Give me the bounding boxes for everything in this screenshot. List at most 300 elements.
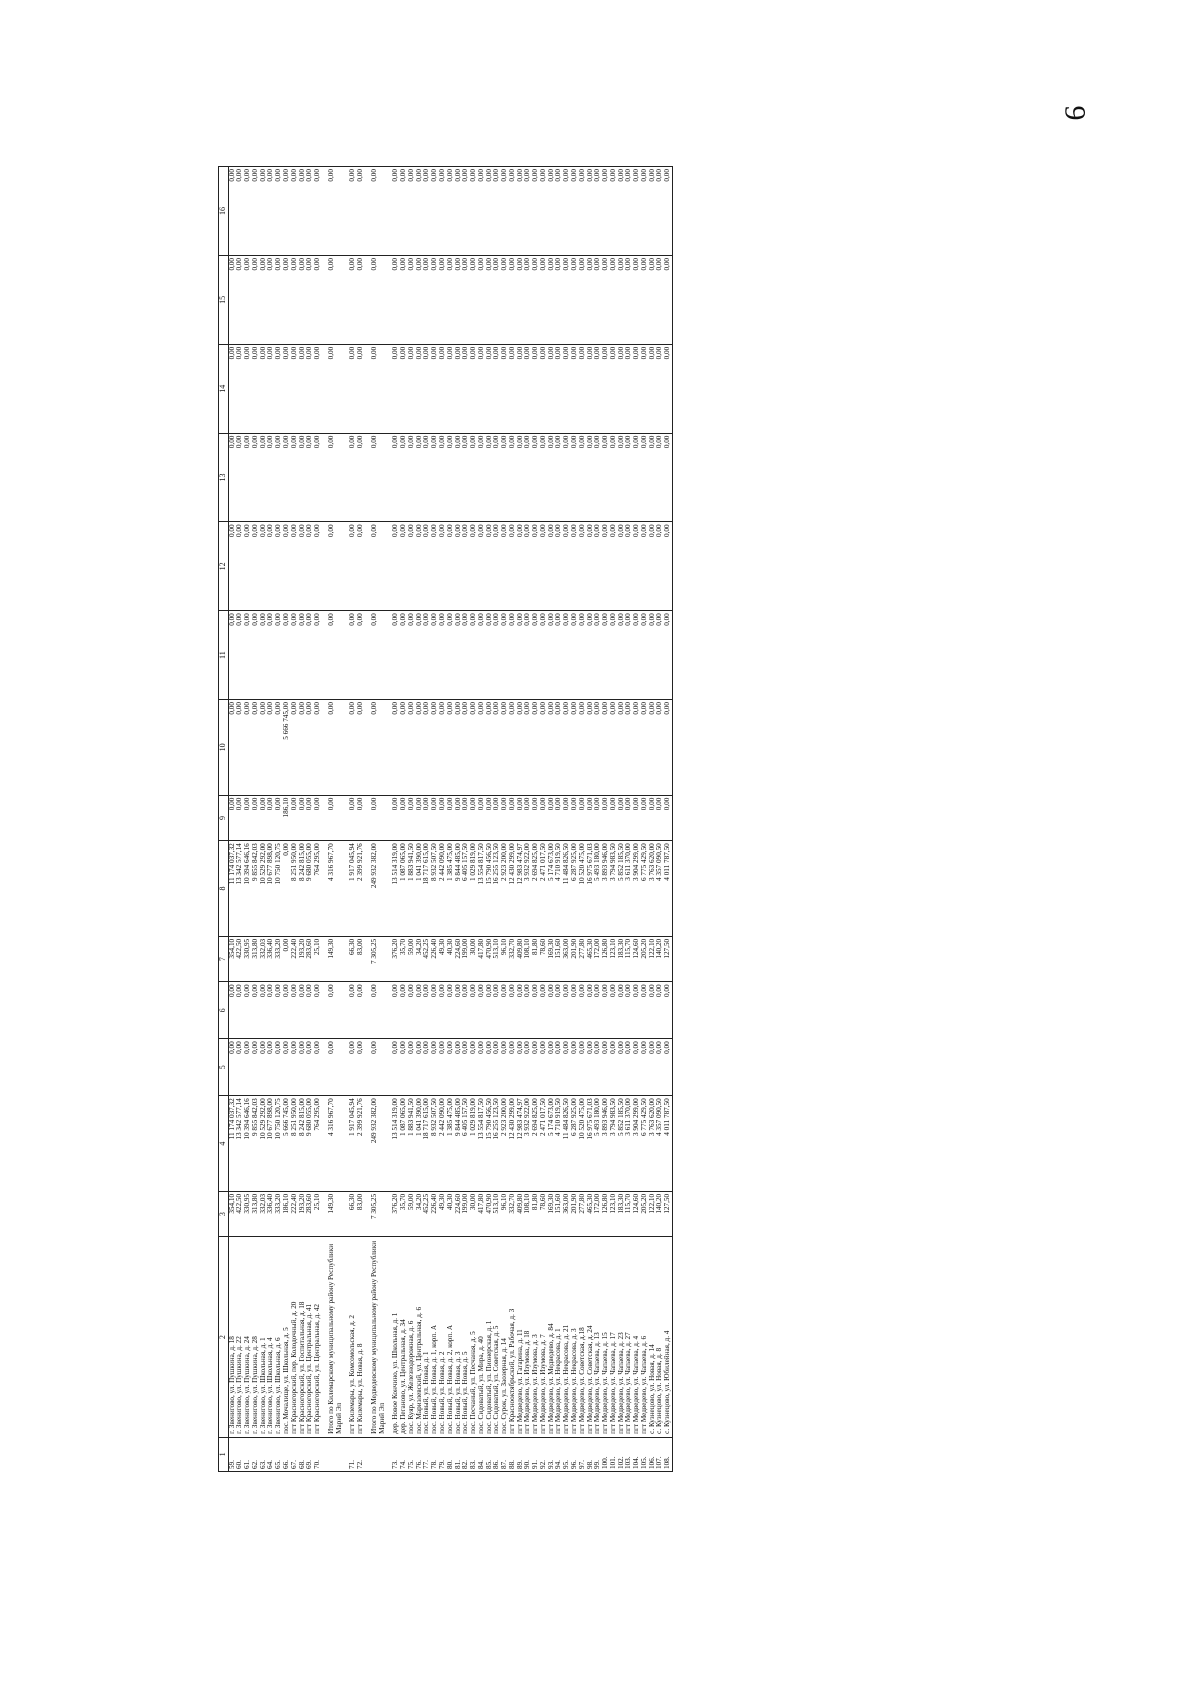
- value-cell-9: 0,00: [563, 795, 571, 841]
- value-cell-12: 0,00: [649, 522, 657, 611]
- value-cell-11: 0,00: [470, 611, 478, 700]
- value-cell-6: 0,00: [501, 982, 509, 1039]
- address-cell: с. Кузнецово, ул. Новая, д. 8: [656, 1237, 664, 1437]
- value-cell-15: 0,00: [462, 255, 470, 344]
- value-cell-10: 0,00: [579, 700, 587, 796]
- value-cell-15: 0,00: [283, 255, 291, 344]
- value-cell-12: 0,00: [571, 522, 579, 611]
- value-cell-6: 0,00: [357, 982, 365, 1039]
- value-cell-15: 0,00: [447, 255, 455, 344]
- value-cell-14: 0,00: [555, 344, 563, 433]
- value-cell-10: 0,00: [563, 700, 571, 796]
- value-cell-7: 333,20: [275, 936, 283, 982]
- value-cell-15: 0,00: [579, 255, 587, 344]
- value-cell-3: 465,30: [587, 1191, 595, 1237]
- value-cell-9: 0,00: [649, 795, 657, 841]
- value-cell-8: 9 855 842,03: [252, 841, 260, 937]
- value-cell-12: 0,00: [371, 522, 387, 611]
- value-cell-6: 0,00: [486, 982, 494, 1039]
- address-cell: с. Кузнецово, ул. Юбилейная, д. 4: [664, 1237, 672, 1437]
- table-row: [236, 167, 244, 1472]
- value-cell-12: 0,00: [291, 522, 299, 611]
- value-cell-13: 0,00: [493, 433, 501, 522]
- value-cell-8: 4 011 787,50: [664, 841, 672, 937]
- value-cell-16: 0,00: [455, 167, 463, 256]
- value-cell-11: 0,00: [501, 611, 509, 700]
- value-cell-15: 0,00: [470, 255, 478, 344]
- value-cell-10: 0,00: [299, 700, 307, 796]
- value-cell-13: 0,00: [392, 433, 400, 522]
- value-cell-13: 0,00: [509, 433, 517, 522]
- value-cell-6: 0,00: [314, 982, 322, 1039]
- row-number: 106.: [649, 1437, 657, 1471]
- value-cell-3: 199,00: [462, 1191, 470, 1237]
- value-cell-13: 0,00: [328, 433, 344, 522]
- value-cell-15: 0,00: [563, 255, 571, 344]
- value-cell-11: 0,00: [478, 611, 486, 700]
- value-cell-6: 0,00: [447, 982, 455, 1039]
- table-row: [447, 167, 455, 1472]
- column-header-4: 4: [219, 1096, 229, 1192]
- value-cell-14: 0,00: [439, 344, 447, 433]
- address-cell: пос. Новый, ул. Новая, д. 1, корп. А: [431, 1237, 439, 1437]
- value-cell-12: 0,00: [633, 522, 641, 611]
- address-cell: г. Звенигово, ул. Школьная, д. 6: [275, 1237, 283, 1437]
- address-cell: пос. Новый, ул. Новая, д. 3: [455, 1237, 463, 1437]
- value-cell-12: 0,00: [579, 522, 587, 611]
- value-cell-4: 4 316 967,70: [328, 1096, 344, 1192]
- value-cell-16: 0,00: [555, 167, 563, 256]
- value-cell-11: 0,00: [267, 611, 275, 700]
- value-cell-11: 0,00: [400, 611, 408, 700]
- value-cell-15: 0,00: [416, 255, 424, 344]
- value-cell-4: 8 251 950,00: [291, 1096, 299, 1192]
- value-cell-15: 0,00: [532, 255, 540, 344]
- value-cell-12: 0,00: [602, 522, 610, 611]
- value-cell-15: 0,00: [228, 255, 236, 344]
- value-cell-3: 25,10: [314, 1191, 322, 1237]
- table-row: [439, 167, 447, 1472]
- address-cell: пос. Мочалище, ул. Школьная, д. 5: [283, 1237, 291, 1437]
- value-cell-8: 8 932 507,50: [431, 841, 439, 937]
- value-cell-11: 0,00: [486, 611, 494, 700]
- value-cell-5: 0,00: [392, 1039, 400, 1096]
- value-cell-5: 0,00: [371, 1039, 387, 1096]
- address-cell: пгт Медведево, ул. Чапаева, д. 23: [618, 1237, 626, 1437]
- value-cell-14: 0,00: [244, 344, 252, 433]
- value-cell-5: 0,00: [649, 1039, 657, 1096]
- value-cell-11: 0,00: [633, 611, 641, 700]
- value-cell-16: 0,00: [392, 167, 400, 256]
- value-cell-4: 5 493 180,00: [594, 1096, 602, 1192]
- value-cell-9: 0,00: [493, 795, 501, 841]
- table-row: [470, 167, 478, 1472]
- value-cell-11: 0,00: [431, 611, 439, 700]
- value-cell-11: 0,00: [649, 611, 657, 700]
- table-row: [252, 167, 260, 1472]
- address-cell: пгт Краснооктябрьский, ул. Рабочая, д. 3: [509, 1237, 517, 1437]
- value-cell-8: 1 041 390,00: [416, 841, 424, 937]
- value-cell-8: 18 717 615,00: [423, 841, 431, 937]
- value-cell-11: 0,00: [244, 611, 252, 700]
- value-cell-9: 0,00: [555, 795, 563, 841]
- value-cell-7: 283,60: [306, 936, 314, 982]
- row-number: 79.: [439, 1437, 447, 1471]
- row-number: 83.: [470, 1437, 478, 1471]
- value-cell-16: 0,00: [517, 167, 525, 256]
- value-cell-3: 35,70: [400, 1191, 408, 1237]
- value-cell-11: 0,00: [641, 611, 649, 700]
- value-cell-5: 0,00: [548, 1039, 556, 1096]
- value-cell-13: 0,00: [260, 433, 268, 522]
- value-cell-4: 11 484 826,50: [563, 1096, 571, 1192]
- value-cell-6: 0,00: [283, 982, 291, 1039]
- value-cell-13: 0,00: [517, 433, 525, 522]
- value-cell-11: 0,00: [439, 611, 447, 700]
- value-cell-10: 0,00: [306, 700, 314, 796]
- row-number: 75.: [408, 1437, 416, 1471]
- value-cell-3: 81,80: [532, 1191, 540, 1237]
- value-cell-9: 0,00: [400, 795, 408, 841]
- value-cell-10: 0,00: [664, 700, 672, 796]
- value-cell-10: 0,00: [260, 700, 268, 796]
- value-cell-8: 5 852 185,50: [618, 841, 626, 937]
- value-cell-5: 0,00: [357, 1039, 365, 1096]
- value-cell-4: 2 923 200,00: [501, 1096, 509, 1192]
- value-cell-14: 0,00: [447, 344, 455, 433]
- value-cell-10: 0,00: [594, 700, 602, 796]
- value-cell-15: 0,00: [602, 255, 610, 344]
- address-cell: пгт Медведево, ул. Некрасова, д. 1: [555, 1237, 563, 1437]
- value-cell-5: 0,00: [236, 1039, 244, 1096]
- value-cell-16: 0,00: [400, 167, 408, 256]
- value-cell-10: 0,00: [328, 700, 344, 796]
- value-cell-16: 0,00: [244, 167, 252, 256]
- row-number: [371, 1437, 387, 1471]
- value-cell-13: 0,00: [299, 433, 307, 522]
- value-cell-11: 0,00: [563, 611, 571, 700]
- value-cell-6: 0,00: [633, 982, 641, 1039]
- value-cell-16: 0,00: [610, 167, 618, 256]
- value-cell-6: 0,00: [509, 982, 517, 1039]
- value-cell-5: 0,00: [470, 1039, 478, 1096]
- address-cell: Итого по Медведевскому муниципальному району Республики Марий Эл: [371, 1237, 387, 1437]
- address-cell: пос. Мариэлевский, ул. Центральная, д. 6: [416, 1237, 424, 1437]
- value-cell-11: 0,00: [349, 611, 357, 700]
- value-cell-9: 0,00: [423, 795, 431, 841]
- value-cell-7: 363,00: [563, 936, 571, 982]
- value-cell-10: 0,00: [455, 700, 463, 796]
- value-cell-12: 0,00: [244, 522, 252, 611]
- value-cell-4: 10 394 646,16: [244, 1096, 252, 1192]
- value-cell-3: 122,10: [649, 1191, 657, 1237]
- value-cell-11: 0,00: [408, 611, 416, 700]
- table-row: [314, 167, 322, 1472]
- value-cell-11: 0,00: [252, 611, 260, 700]
- value-cell-10: 0,00: [236, 700, 244, 796]
- value-cell-6: 0,00: [299, 982, 307, 1039]
- value-cell-4: 8 242 815,00: [299, 1096, 307, 1192]
- column-header-5: 5: [219, 1039, 229, 1096]
- value-cell-9: 0,00: [524, 795, 532, 841]
- address-cell: пгт Килемары, ул. Комсомольская, д. 2: [349, 1237, 357, 1437]
- value-cell-13: 0,00: [431, 433, 439, 522]
- value-cell-12: 0,00: [306, 522, 314, 611]
- value-cell-11: 0,00: [447, 611, 455, 700]
- value-cell-15: 0,00: [267, 255, 275, 344]
- value-cell-3: 124,60: [633, 1191, 641, 1237]
- value-cell-12: 0,00: [447, 522, 455, 611]
- address-cell: г. Звенигово, ул. Пушкина, д. 24: [244, 1237, 252, 1437]
- value-cell-6: 0,00: [252, 982, 260, 1039]
- value-cell-5: 0,00: [633, 1039, 641, 1096]
- value-cell-9: 0,00: [252, 795, 260, 841]
- value-cell-6: 0,00: [649, 982, 657, 1039]
- value-cell-14: 0,00: [252, 344, 260, 433]
- value-cell-7: 124,60: [633, 936, 641, 982]
- address-cell: пгт Килемары, ул. Новая, д. 8: [357, 1237, 365, 1437]
- value-cell-9: 186,10: [283, 795, 291, 841]
- value-cell-14: 0,00: [478, 344, 486, 433]
- value-cell-3: 78,60: [540, 1191, 548, 1237]
- value-cell-10: 0,00: [478, 700, 486, 796]
- value-cell-5: 0,00: [493, 1039, 501, 1096]
- value-cell-3: 151,60: [555, 1191, 563, 1237]
- column-header-14: 14: [219, 344, 229, 433]
- value-cell-4: 8 932 507,50: [431, 1096, 439, 1192]
- value-cell-16: 0,00: [548, 167, 556, 256]
- value-cell-16: 0,00: [357, 167, 365, 256]
- table-row: [501, 167, 509, 1472]
- value-cell-13: 0,00: [228, 433, 236, 522]
- address-cell: г. Звенигово, ул. Школьная, д. 1: [260, 1237, 268, 1437]
- value-cell-9: 0,00: [594, 795, 602, 841]
- value-cell-13: 0,00: [532, 433, 540, 522]
- value-cell-12: 0,00: [563, 522, 571, 611]
- value-cell-5: 0,00: [349, 1039, 357, 1096]
- value-cell-10: 0,00: [314, 700, 322, 796]
- value-cell-4: 12 983 474,97: [517, 1096, 525, 1192]
- value-cell-16: 0,00: [486, 167, 494, 256]
- table-row: [423, 167, 431, 1472]
- value-cell-5: 0,00: [625, 1039, 633, 1096]
- value-cell-10: 0,00: [244, 700, 252, 796]
- value-cell-15: 0,00: [357, 255, 365, 344]
- address-cell: пос. Сидоватый, ул. Советская, д. 5: [493, 1237, 501, 1437]
- value-cell-12: 0,00: [517, 522, 525, 611]
- value-cell-8: 11 484 826,50: [563, 841, 571, 937]
- value-cell-14: 0,00: [408, 344, 416, 433]
- value-cell-9: 0,00: [244, 795, 252, 841]
- value-cell-13: 0,00: [462, 433, 470, 522]
- value-cell-10: 0,00: [501, 700, 509, 796]
- value-cell-3: 283,60: [306, 1191, 314, 1237]
- value-cell-15: 0,00: [587, 255, 595, 344]
- value-cell-11: 0,00: [236, 611, 244, 700]
- value-cell-3: 59,00: [408, 1191, 416, 1237]
- value-cell-15: 0,00: [509, 255, 517, 344]
- address-cell: пгт Медведево, ул. Чапаева, д. 27: [625, 1237, 633, 1437]
- value-cell-9: 0,00: [314, 795, 322, 841]
- table-row: [664, 167, 672, 1472]
- value-cell-3: 363,00: [563, 1191, 571, 1237]
- value-cell-13: 0,00: [244, 433, 252, 522]
- value-cell-10: 0,00: [610, 700, 618, 796]
- value-cell-11: 0,00: [306, 611, 314, 700]
- value-cell-10: 0,00: [517, 700, 525, 796]
- value-cell-13: 0,00: [563, 433, 571, 522]
- value-cell-5: 0,00: [509, 1039, 517, 1096]
- value-cell-16: 0,00: [328, 167, 344, 256]
- value-cell-10: 0,00: [548, 700, 556, 796]
- value-cell-16: 0,00: [509, 167, 517, 256]
- value-cell-16: 0,00: [579, 167, 587, 256]
- value-cell-9: 0,00: [633, 795, 641, 841]
- value-cell-14: 0,00: [493, 344, 501, 433]
- value-cell-10: 0,00: [462, 700, 470, 796]
- value-cell-6: 0,00: [228, 982, 236, 1039]
- value-cell-15: 0,00: [610, 255, 618, 344]
- value-cell-16: 0,00: [524, 167, 532, 256]
- value-cell-3: 126,80: [602, 1191, 610, 1237]
- table-row: [244, 167, 252, 1472]
- value-cell-12: 0,00: [416, 522, 424, 611]
- table-row: [594, 167, 602, 1472]
- value-cell-3: 83,00: [357, 1191, 365, 1237]
- value-cell-9: 0,00: [299, 795, 307, 841]
- value-cell-14: 0,00: [306, 344, 314, 433]
- value-cell-9: 0,00: [260, 795, 268, 841]
- page-number: 9: [1058, 105, 1092, 121]
- value-cell-12: 0,00: [540, 522, 548, 611]
- value-cell-7: 172,00: [594, 936, 602, 982]
- value-cell-13: 0,00: [439, 433, 447, 522]
- value-cell-14: 0,00: [594, 344, 602, 433]
- value-cell-10: 0,00: [267, 700, 275, 796]
- table-row: [478, 167, 486, 1472]
- value-cell-6: 0,00: [579, 982, 587, 1039]
- value-cell-6: 0,00: [392, 982, 400, 1039]
- address-cell: пос. Куяр, ул. Железнодорожная, д. 6: [408, 1237, 416, 1437]
- value-cell-10: 0,00: [486, 700, 494, 796]
- value-cell-4: 13 342 577,14: [236, 1096, 244, 1192]
- row-number: 89.: [517, 1437, 525, 1471]
- value-cell-5: 0,00: [478, 1039, 486, 1096]
- value-cell-12: 0,00: [462, 522, 470, 611]
- value-cell-7: 0,00: [283, 936, 291, 982]
- column-header-15: 15: [219, 255, 229, 344]
- value-cell-14: 0,00: [349, 344, 357, 433]
- value-cell-3: 193,20: [299, 1191, 307, 1237]
- value-cell-8: 2 399 921,76: [357, 841, 365, 937]
- value-cell-5: 0,00: [555, 1039, 563, 1096]
- value-cell-12: 0,00: [509, 522, 517, 611]
- value-cell-7: 354,10: [228, 936, 236, 982]
- address-cell: дер. Новое Кончино, ул. Школьная, д. 1: [392, 1237, 400, 1437]
- value-cell-5: 0,00: [447, 1039, 455, 1096]
- value-cell-7: 193,20: [299, 936, 307, 982]
- value-cell-12: 0,00: [470, 522, 478, 611]
- value-cell-11: 0,00: [455, 611, 463, 700]
- value-cell-16: 0,00: [267, 167, 275, 256]
- value-cell-13: 0,00: [548, 433, 556, 522]
- column-header-12: 12: [219, 522, 229, 611]
- value-cell-15: 0,00: [524, 255, 532, 344]
- value-cell-9: 0,00: [462, 795, 470, 841]
- value-cell-13: 0,00: [610, 433, 618, 522]
- value-cell-16: 0,00: [408, 167, 416, 256]
- value-cell-16: 0,00: [594, 167, 602, 256]
- table-row: [228, 167, 236, 1472]
- value-cell-15: 0,00: [408, 255, 416, 344]
- table-row: [267, 167, 275, 1472]
- value-cell-14: 0,00: [509, 344, 517, 433]
- value-cell-14: 0,00: [314, 344, 322, 433]
- row-number: 91.: [532, 1437, 540, 1471]
- value-cell-12: 0,00: [478, 522, 486, 611]
- value-cell-16: 0,00: [236, 167, 244, 256]
- value-cell-6: 0,00: [524, 982, 532, 1039]
- address-cell: пос. Сурок, ул. Заозерная, д. 14: [501, 1237, 509, 1437]
- value-cell-14: 0,00: [291, 344, 299, 433]
- value-cell-4: 4 357 090,50: [656, 1096, 664, 1192]
- address-cell: пгт Медведево, ул. Некрасова, д. 21: [563, 1237, 571, 1437]
- value-cell-5: 0,00: [283, 1039, 291, 1096]
- value-cell-3: 332,70: [509, 1191, 517, 1237]
- value-cell-4: 1 883 941,50: [408, 1096, 416, 1192]
- value-cell-11: 0,00: [423, 611, 431, 700]
- value-cell-7: 123,10: [610, 936, 618, 982]
- value-cell-14: 0,00: [486, 344, 494, 433]
- value-cell-6: 0,00: [400, 982, 408, 1039]
- value-cell-15: 0,00: [306, 255, 314, 344]
- value-cell-10: 0,00: [400, 700, 408, 796]
- address-cell: пгт Медведево, ул. Чапаева, д. 4: [633, 1237, 641, 1437]
- value-cell-8: 3 794 983,50: [610, 841, 618, 937]
- value-cell-4: 2 471 017,50: [540, 1096, 548, 1192]
- value-cell-14: 0,00: [299, 344, 307, 433]
- value-cell-6: 0,00: [517, 982, 525, 1039]
- row-number: 101.: [610, 1437, 618, 1471]
- value-cell-4: 10 677 898,00: [267, 1096, 275, 1192]
- value-cell-3: 452,25: [423, 1191, 431, 1237]
- value-cell-6: 0,00: [244, 982, 252, 1039]
- value-cell-11: 0,00: [625, 611, 633, 700]
- value-cell-7: 513,10: [493, 936, 501, 982]
- value-cell-11: 0,00: [532, 611, 540, 700]
- value-cell-3: 127,50: [664, 1191, 672, 1237]
- value-cell-5: 0,00: [524, 1039, 532, 1096]
- value-cell-9: 0,00: [618, 795, 626, 841]
- address-cell: пос. Новый, ул. Новая, д. 5: [462, 1237, 470, 1437]
- value-cell-12: 0,00: [439, 522, 447, 611]
- value-cell-5: 0,00: [306, 1039, 314, 1096]
- table-row: [462, 167, 470, 1472]
- address-cell: пгт Медведево, ул. Советская, д. 24: [587, 1237, 595, 1437]
- value-cell-4: 3 932 922,00: [524, 1096, 532, 1192]
- value-cell-12: 0,00: [486, 522, 494, 611]
- table-row: [548, 167, 556, 1472]
- value-cell-3: 49,30: [439, 1191, 447, 1237]
- value-cell-11: 0,00: [283, 611, 291, 700]
- value-cell-9: 0,00: [579, 795, 587, 841]
- value-cell-10: 0,00: [555, 700, 563, 796]
- value-cell-6: 0,00: [656, 982, 664, 1039]
- value-cell-4: 5 174 673,00: [548, 1096, 556, 1192]
- column-header-8: 8: [219, 841, 229, 937]
- value-cell-3: 277,80: [579, 1191, 587, 1237]
- table-row: [555, 167, 563, 1472]
